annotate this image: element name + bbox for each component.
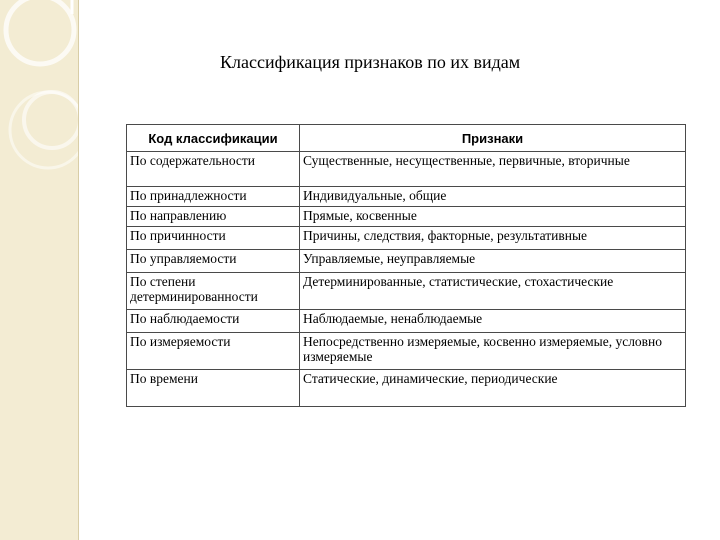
table-row [127,370,686,407]
deco-circle-top [6,0,74,64]
row-features: Наблюдаемые, ненаблюдаемые [300,310,686,333]
row-code: По степени детерминированности [127,273,300,310]
deco-circle-large [10,92,78,168]
header-features: Признаки [300,125,686,152]
table-row [127,227,686,250]
table-row [127,310,686,333]
decorative-sidebar [0,0,79,540]
table-row [127,187,686,207]
row-features: Существенные, несущественные, первичные, вторичные [300,152,686,187]
row-code: По времени [127,370,300,407]
table-row [127,333,686,370]
row-code: По измеряемости [127,333,300,370]
row-code: По содержательности [127,152,300,187]
decorative-circles [0,0,78,540]
row-features: Прямые, косвенные [300,207,686,227]
table-row [127,207,686,227]
slide-title: Классификация признаков по их видам [220,52,521,72]
table-header-row [127,125,686,152]
row-code: По принадлежности [127,187,300,207]
table-row [127,250,686,273]
row-features: Детерминированные, статистические, стохастические [300,273,686,310]
row-features: Индивидуальные, общие [300,187,686,207]
table-row [127,273,686,310]
classification-table [126,124,686,407]
row-code: По наблюдаемости [127,310,300,333]
row-features: Статические, динамические, периодические [300,370,686,407]
row-features: Непосредственно измеряемые, косвенно измеряемые, условно измеряемые [300,333,686,370]
header-code: Код классификации [127,125,300,152]
row-features: Причины, следствия, факторные, результативные [300,227,686,250]
row-code: По причинности [127,227,300,250]
row-code: По направлению [127,207,300,227]
row-features: Управляемые, неуправляемые [300,250,686,273]
table-row [127,152,686,187]
row-code: По управляемости [127,250,300,273]
